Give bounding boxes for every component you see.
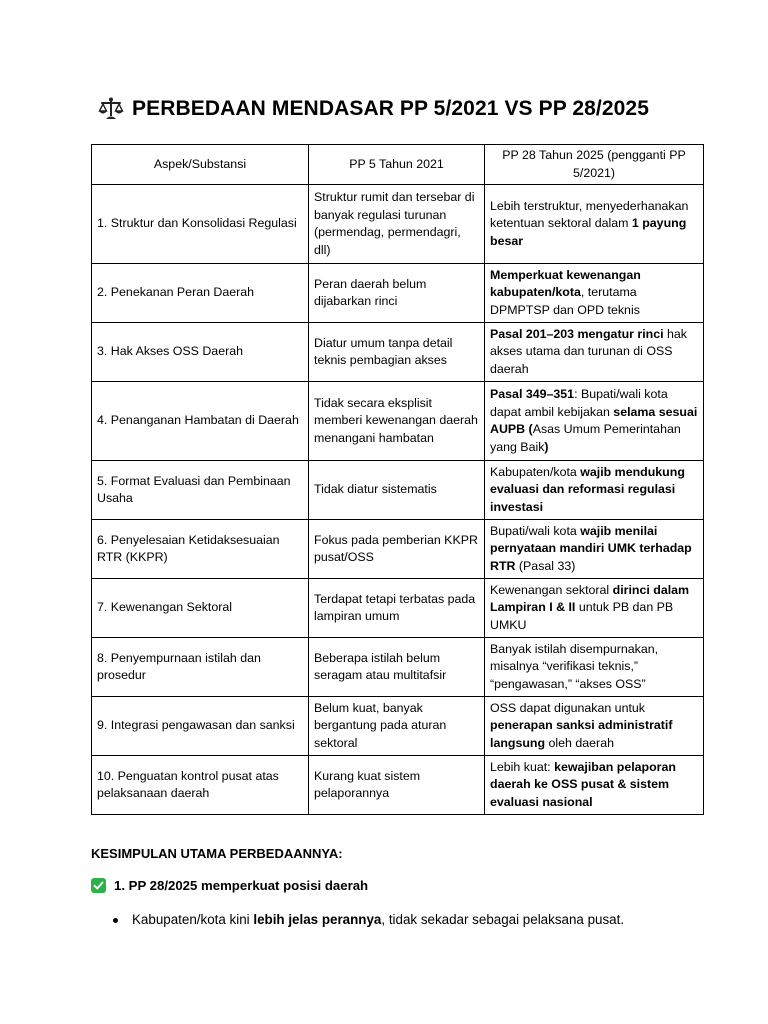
table-row [92,461,704,520]
table-header-row [92,145,704,185]
table-row [92,579,704,638]
cell-pp28: OSS dapat digunakan untuk penerapan sanksi administratif langsung oleh daerah [485,697,704,756]
conclusion-point-text: 1. PP 28/2025 memperkuat posisi daerah [114,878,369,893]
cell-pp5: Struktur rumit dan tersebar di banyak regulasi turunan (permendag, permendagri, dll) [309,185,485,264]
cell-pp28: Kewenangan sektoral dirinci dalam Lampiran I & II untuk PB dan PB UMKU [485,579,704,638]
bullet-dot-icon [113,918,118,923]
cell-aspect: 7. Kewenangan Sektoral [92,579,309,638]
cell-pp28: Kabupaten/kota wajib mendukung evaluasi dan reformasi regulasi investasi [485,461,704,520]
cell-pp5: Tidak diatur sistematis [309,461,485,520]
cell-aspect: 1. Struktur dan Konsolidasi Regulasi [92,185,309,264]
table-row [92,756,704,815]
cell-pp28: Lebih terstruktur, menyederhanakan ketentuan sektoral dalam 1 payung besar [485,185,704,264]
cell-aspect: 10. Penguatan kontrol pusat atas pelaksanaan daerah [92,756,309,815]
cell-aspect: 5. Format Evaluasi dan Pembinaan Usaha [92,461,309,520]
cell-aspect: 3. Hak Akses OSS Daerah [92,323,309,382]
conclusion-bullet [113,912,624,927]
cell-aspect: 6. Penyelesaian Ketidaksesuaian RTR (KKPR) [92,520,309,579]
table-row [92,323,704,382]
cell-pp28: Memperkuat kewenangan kabupaten/kota, terutama DPMPTSP dan OPD teknis [485,264,704,323]
cell-aspect: 4. Penanganan Hambatan di Daerah [92,382,309,461]
check-box-icon [91,878,106,893]
conclusion-heading: KESIMPULAN UTAMA PERBEDAANNYA: [91,846,343,861]
cell-pp5: Terdapat tetapi terbatas pada lampiran umum [309,579,485,638]
document-title [98,96,649,122]
cell-pp5: Beberapa istilah belum seragam atau multitafsir [309,638,485,697]
table-row [92,185,704,264]
cell-pp28: Pasal 201–203 mengatur rinci hak akses utama dan turunan di OSS daerah [485,323,704,382]
header-pp5: PP 5 Tahun 2021 [309,145,485,185]
cell-pp5: Diatur umum tanpa detail teknis pembagian akses [309,323,485,382]
conclusion-bullet-text: Kabupaten/kota kini lebih jelas perannya, tidak sekadar sebagai pelaksana pusat. [132,912,625,927]
cell-pp5: Peran daerah belum dijabarkan rinci [309,264,485,323]
comparison-table [91,144,704,815]
table-row [92,520,704,579]
cell-pp5: Kurang kuat sistem pelaporannya [309,756,485,815]
header-aspect: Aspek/Substansi [92,145,309,185]
cell-pp28: Banyak istilah disempurnakan, misalnya “verifikasi teknis,” “pengawasan,” “akses OSS” [485,638,704,697]
table-row [92,382,704,461]
conclusion-point [91,878,368,893]
document-title-text: PERBEDAAN MENDASAR PP 5/2021 VS PP 28/2025 [132,97,649,120]
table-row [92,264,704,323]
table-row [92,638,704,697]
header-pp28: PP 28 Tahun 2025 (pengganti PP 5/2021) [485,145,704,185]
cell-aspect: 8. Penyempurnaan istilah dan prosedur [92,638,309,697]
cell-aspect: 2. Penekanan Peran Daerah [92,264,309,323]
cell-pp28: Lebih kuat: kewajiban pelaporan daerah ke OSS pusat & sistem evaluasi nasional [485,756,704,815]
cell-pp28: Bupati/wali kota wajib menilai pernyataan mandiri UMK terhadap RTR (Pasal 33) [485,520,704,579]
cell-aspect: 9. Integrasi pengawasan dan sanksi [92,697,309,756]
cell-pp5: Fokus pada pemberian KKPR pusat/OSS [309,520,485,579]
balance-scale-icon [98,96,124,122]
cell-pp5: Tidak secara eksplisit memberi kewenangan daerah menangani hambatan [309,382,485,461]
cell-pp5: Belum kuat, banyak bergantung pada aturan sektoral [309,697,485,756]
cell-pp28: Pasal 349–351: Bupati/wali kota dapat ambil kebijakan selama sesuai AUPB (Asas Umum Pemerintahan yang Baik) [485,382,704,461]
table-row [92,697,704,756]
